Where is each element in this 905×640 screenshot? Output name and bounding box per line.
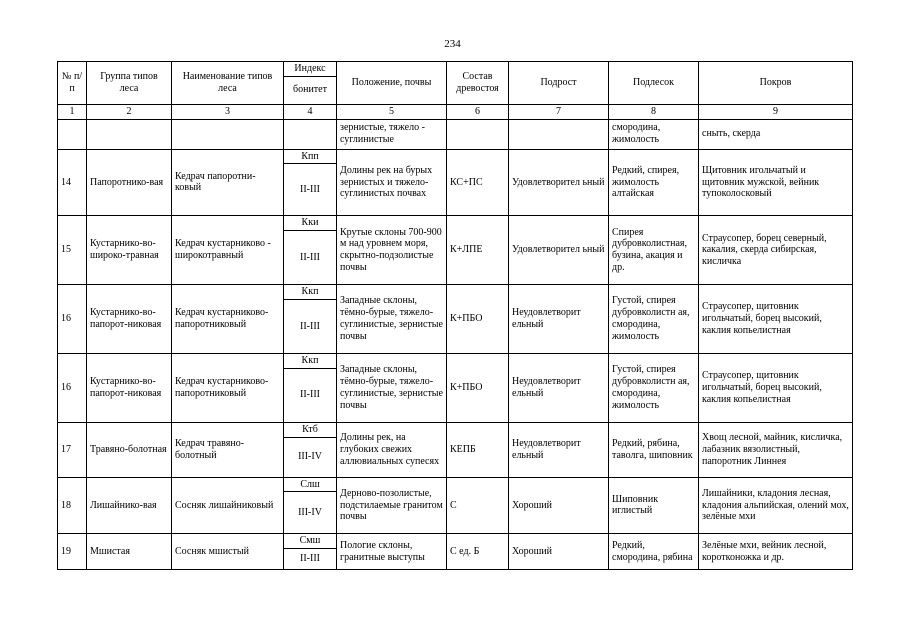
cell-group: Лишайнико-вая bbox=[87, 477, 172, 534]
cell-cover: сныть, скерда bbox=[699, 119, 853, 149]
cell-name: Кедрач папоротни-ковый bbox=[172, 149, 284, 216]
cell-index: Слш bbox=[284, 477, 337, 492]
table-row bbox=[58, 149, 853, 164]
cell-group: Папоротнико-вая bbox=[87, 149, 172, 216]
continuation-row bbox=[58, 119, 853, 149]
cell-regrowth: Неудовлетворит ельный bbox=[509, 353, 609, 422]
column-number: 3 bbox=[172, 104, 284, 119]
cell-composition: КС+ПС bbox=[447, 149, 509, 216]
cell-number: 17 bbox=[58, 422, 87, 477]
cell-position: зернистые, тяжело - суглинистые bbox=[337, 119, 447, 149]
page-number: 234 bbox=[444, 38, 461, 50]
cell-number: 15 bbox=[58, 216, 87, 285]
cell-undergrowth: Редкий, спирея, жимолость алтайская bbox=[609, 149, 699, 216]
column-numbers-row bbox=[58, 104, 853, 119]
cell-undergrowth: Густой, спирея дубровколистн ая, смородина, жимолость bbox=[609, 353, 699, 422]
cell-composition: С bbox=[447, 477, 509, 534]
cell-regrowth: Удовлетворител ьный bbox=[509, 149, 609, 216]
cell-cover: Страусопер, щитовник игольчатый, борец высокий, каклия копьелистная bbox=[699, 353, 853, 422]
column-number: 2 bbox=[87, 104, 172, 119]
cell-position: Западные склоны, тёмно-бурые, тяжело-суглинистые, зернистые почвы bbox=[337, 285, 447, 354]
header-composition: Состав древостоя bbox=[447, 62, 509, 105]
cell-bonitet: II-III bbox=[284, 549, 337, 570]
header-name: Наименование типов леса bbox=[172, 62, 284, 105]
cell-position: Долины рек, на глубоких свежих аллювиальных супесях bbox=[337, 422, 447, 477]
cell-bonitet: II-III bbox=[284, 299, 337, 353]
cell-composition: КЕПБ bbox=[447, 422, 509, 477]
table-row bbox=[58, 477, 853, 492]
column-number: 5 bbox=[337, 104, 447, 119]
cell-bonitet: II-III bbox=[284, 164, 337, 216]
cell-number: 19 bbox=[58, 534, 87, 570]
cell-bonitet: III-IV bbox=[284, 492, 337, 534]
table-row bbox=[58, 216, 853, 231]
cell-number: 14 bbox=[58, 149, 87, 216]
cell-name: Кедрач кустарниково-папоротниковый bbox=[172, 353, 284, 422]
cell-group: Кустарнико-во-папорот-никовая bbox=[87, 285, 172, 354]
cell-number: 16 bbox=[58, 353, 87, 422]
cell-index: Ктб bbox=[284, 422, 337, 437]
cell-cover: Хвощ лесной, майник, кисличка, лабазник вязолистный, папоротник Линнея bbox=[699, 422, 853, 477]
header-undergrowth: Подлесок bbox=[609, 62, 699, 105]
cell-group: Травяно-болотная bbox=[87, 422, 172, 477]
cell-composition bbox=[447, 119, 509, 149]
cell-undergrowth: Спирея дубровколистная, бузина, акация и др. bbox=[609, 216, 699, 285]
cell-undergrowth: Шиповник иглистый bbox=[609, 477, 699, 534]
cell-number: 18 bbox=[58, 477, 87, 534]
table-row bbox=[58, 422, 853, 437]
cell-name bbox=[172, 119, 284, 149]
cell-index: Кпп bbox=[284, 149, 337, 164]
header-position: Положение, почвы bbox=[337, 62, 447, 105]
cell-index: Ккп bbox=[284, 285, 337, 300]
cell-composition: С ед. Б bbox=[447, 534, 509, 570]
column-number: 9 bbox=[699, 104, 853, 119]
header-bonitet: бонитет bbox=[284, 76, 337, 104]
cell-regrowth: Удовлетворител ьный bbox=[509, 216, 609, 285]
cell-name: Сосняк лишайниковый bbox=[172, 477, 284, 534]
cell-bonitet: III-IV bbox=[284, 437, 337, 477]
column-number: 6 bbox=[447, 104, 509, 119]
cell-number bbox=[58, 119, 87, 149]
cell-name: Сосняк мшистый bbox=[172, 534, 284, 570]
header-group: Группа типов леса bbox=[87, 62, 172, 105]
cell-position: Дерново-позолистые, подстилаемые гранитом почвы bbox=[337, 477, 447, 534]
cell-group: Кустарнико-во-папорот-никовая bbox=[87, 353, 172, 422]
cell-regrowth: Неудовлетворит ельный bbox=[509, 285, 609, 354]
cell-regrowth: Хороший bbox=[509, 477, 609, 534]
column-number: 1 bbox=[58, 104, 87, 119]
cell-index: Кки bbox=[284, 216, 337, 231]
header-number: № п/п bbox=[58, 62, 87, 105]
cell-composition: К+ПБО bbox=[447, 285, 509, 354]
cell-cover: Страусопер, борец северный, какалия, скерда сибирская, кисличка bbox=[699, 216, 853, 285]
cell-undergrowth: Густой, спирея дубровколистн ая, смородина, жимолость bbox=[609, 285, 699, 354]
cell-composition: К+ЛПЕ bbox=[447, 216, 509, 285]
column-number: 7 bbox=[509, 104, 609, 119]
cell-cover: Страусопер, щитовник игольчатый, борец высокий, каклия копьелистная bbox=[699, 285, 853, 354]
cell-cover: Лишайники, кладония лесная, кладония альпийская, олений мох, зелёные мхи bbox=[699, 477, 853, 534]
cell-group: Кустарнико-во-широко-травная bbox=[87, 216, 172, 285]
cell-index: Ккп bbox=[284, 353, 337, 368]
cell-position: Западные склоны, тёмно-бурые, тяжело-суглинистые, зернистые почвы bbox=[337, 353, 447, 422]
cell-number: 16 bbox=[58, 285, 87, 354]
cell-group: Мшистая bbox=[87, 534, 172, 570]
cell-name: Кедрач кустарниково - широкотравный bbox=[172, 216, 284, 285]
cell-undergrowth: Редкий, смородина, рябина bbox=[609, 534, 699, 570]
column-number: 4 bbox=[284, 104, 337, 119]
cell-undergrowth: Редкий, рябина, таволга, шиповник bbox=[609, 422, 699, 477]
table-row bbox=[58, 534, 853, 549]
cell-group bbox=[87, 119, 172, 149]
cell-bonitet: II-III bbox=[284, 231, 337, 285]
cell-index: Смш bbox=[284, 534, 337, 549]
cell-undergrowth: смородина, жимолость bbox=[609, 119, 699, 149]
cell-bonitet: II-III bbox=[284, 368, 337, 422]
header-index: Индекс bbox=[284, 62, 337, 77]
cell-regrowth: Неудовлетворит ельный bbox=[509, 422, 609, 477]
header-cover: Покров bbox=[699, 62, 853, 105]
cell-position: Крутые склоны 700-900 м над уровнем моря, скрытно-подзолистые почвы bbox=[337, 216, 447, 285]
cell-cover: Зелёные мхи, вейник лесной, коротконожка и др. bbox=[699, 534, 853, 570]
cell-composition: К+ПБО bbox=[447, 353, 509, 422]
header-regrowth: Подрост bbox=[509, 62, 609, 105]
cell-name: Кедрач травяно-болотный bbox=[172, 422, 284, 477]
forest-types-table bbox=[57, 61, 853, 570]
cell-position: Пологие склоны, гранитные выступы bbox=[337, 534, 447, 570]
table-row bbox=[58, 353, 853, 368]
cell-position: Долины рек на бурых зернистых и тяжело-суглинистых почвах bbox=[337, 149, 447, 216]
cell-index bbox=[284, 119, 337, 149]
cell-regrowth: Хороший bbox=[509, 534, 609, 570]
cell-regrowth bbox=[509, 119, 609, 149]
cell-name: Кедрач кустарниково-папоротниковый bbox=[172, 285, 284, 354]
table-row bbox=[58, 285, 853, 300]
cell-cover: Щитовник игольчатый и щитовник мужской, вейник тупоколосковый bbox=[699, 149, 853, 216]
column-number: 8 bbox=[609, 104, 699, 119]
